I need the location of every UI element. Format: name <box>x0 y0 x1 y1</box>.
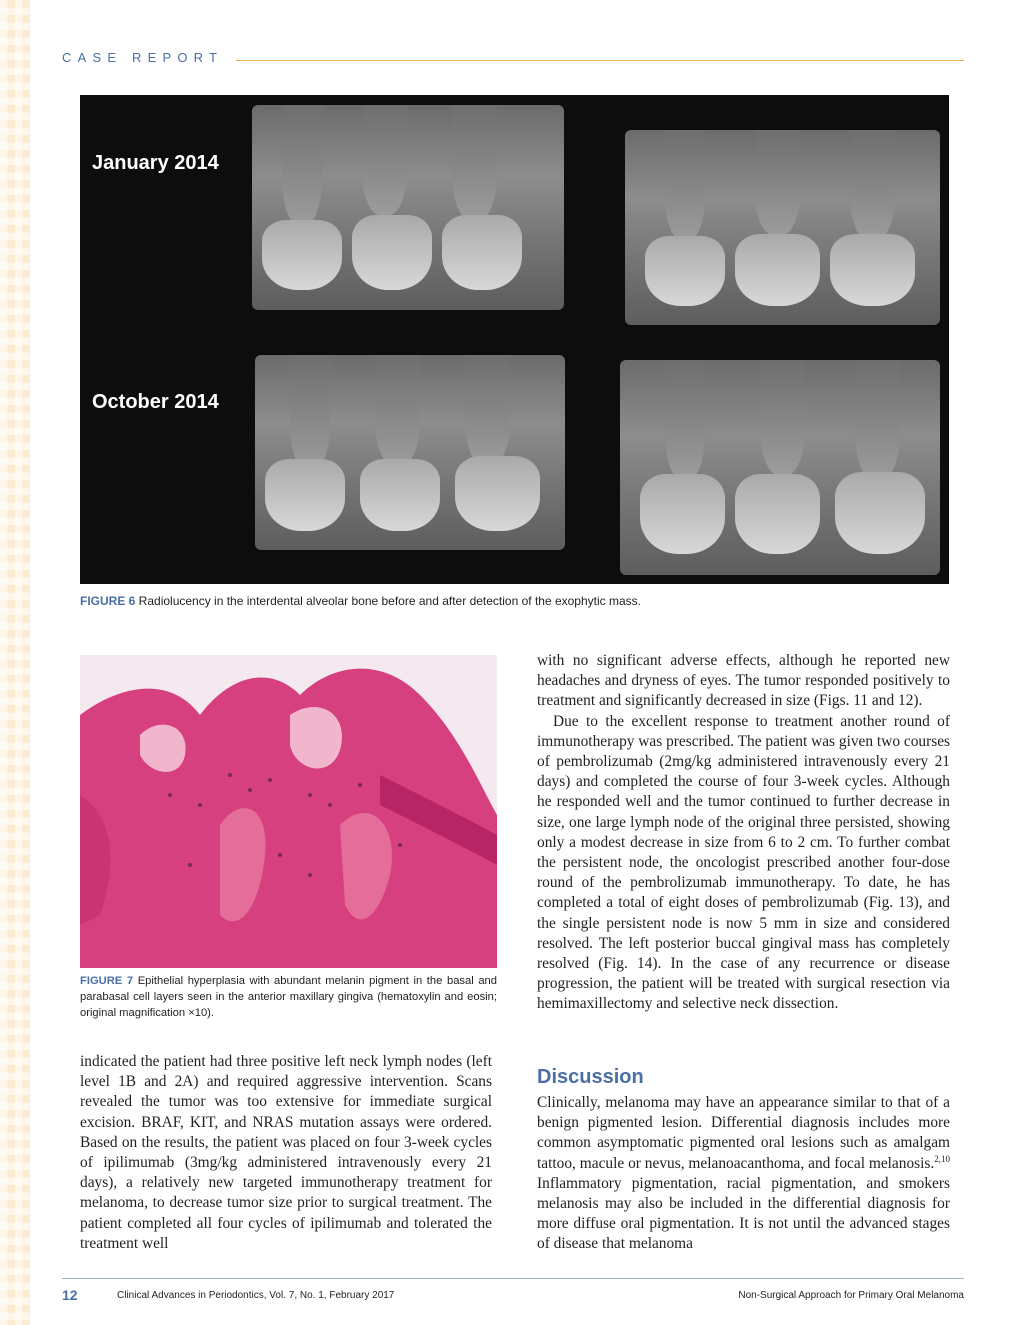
figure-6-caption-text: Radiolucency in the interdental alveolar bone before and after detection of the exophytic mass. <box>135 594 641 608</box>
footer-rule <box>62 1278 964 1279</box>
discussion-text-part-1: Clinically, melanoma may have an appearance similar to that of a benign pigmented lesion. Differential diagnosis includes more common asymptomatic pigmented oral lesions such as amalgam tattoo, macule or nevus, melanoacanthoma, and focal melanosis. <box>537 1094 950 1172</box>
section-label: CASE REPORT <box>62 50 224 65</box>
right-column-paragraph-1: with no significant adverse effects, although he reported new headaches and dryness of eyes. The tumor responded positively to treatment and significantly decreased in size (Figs. 11 and 12). <box>537 652 950 710</box>
radiograph-jan-left <box>252 105 564 310</box>
discussion-section <box>537 1093 950 1255</box>
decorative-edge-pattern <box>0 0 30 1325</box>
figure-6-caption <box>80 594 960 608</box>
figure-7-caption-label: FIGURE 7 <box>80 975 134 987</box>
discussion-heading: Discussion <box>537 1066 644 1088</box>
right-column-paragraph-2: Due to the excellent response to treatment another round of immunotherapy was prescribed. The patient was given two courses of pembrolizumab (2mg/kg administered intravenously every 21 days) and completed the course of four 3-week cycles. Although he responded well and the tumor continued to further decrease in size, one large lymph node of the original three persisted, showing only a modest decrease in size from 6 to 2 cm. To further combat the persistent node, the oncologist prescribed another four-dose round of the pembrolizumab immunotherapy. To date, he has completed a total of eight doses of pembrolizumab (Fig. 13), and the single persistent node is now 5 mm in size and considered resolved. The left posterior buccal gingival mass has completely resolved (Fig. 14). In the case of any recurrence or disease progression, the patient will be treated with surgical resection via hemimaxillectomy and selective neck dissection. <box>537 712 951 1013</box>
radiograph-jan-right <box>625 130 940 325</box>
label-january-2014: January 2014 <box>92 152 219 174</box>
left-column <box>80 1052 492 1254</box>
radiograph-oct-left <box>255 355 565 550</box>
figure-7-caption <box>80 973 497 1021</box>
page-number: 12 <box>62 1287 78 1303</box>
discussion-citation: 2,10 <box>934 1153 950 1164</box>
journal-citation: Clinical Advances in Periodontics, Vol. 7, No. 1, February 2017 <box>117 1290 395 1301</box>
figure-6-radiographs <box>80 95 949 584</box>
radiograph-oct-right <box>620 360 940 575</box>
discussion-paragraph <box>537 1093 950 1255</box>
histology-illustration <box>80 655 497 968</box>
figure-7-caption-text: Epithelial hyperplasia with abundant melanin pigment in the basal and parabasal cell layers seen in the anterior maxillary gingiva (hematoxylin and eosin; original magnification ×10). <box>80 975 497 1019</box>
discussion-text-part-2: Inflammatory pigmentation, racial pigmentation, and smokers melanosis may also be included in the differential diagnosis for more diffuse oral pigmentation. It is not until the advanced stages of disease that melanoma <box>537 1174 950 1253</box>
left-column-paragraph: indicated the patient had three positive left neck lymph nodes (left level 1B and 2A) and required aggressive intervention. Scans revealed the tumor was too extensive for immediate surgical excision. BRAF, KIT, and NRAS mutation assays were ordered. Based on the results, the patient was placed on four 3-week cycles of ipilimumab (3mg/kg administered intravenously every 21 days), a relatively new targeted immunotherapy treatment for melanoma, to decrease tumor size prior to surgical treatment. The patient completed all four cycles of ipilimumab and tolerated the treatment well <box>80 1053 492 1252</box>
figure-7-histology <box>80 655 497 968</box>
header-rule <box>236 60 964 61</box>
right-column-top <box>537 651 950 1015</box>
label-october-2014: October 2014 <box>92 391 219 413</box>
figure-6-caption-label: FIGURE 6 <box>80 594 136 608</box>
article-title: Non-Surgical Approach for Primary Oral Melanoma <box>738 1290 964 1301</box>
